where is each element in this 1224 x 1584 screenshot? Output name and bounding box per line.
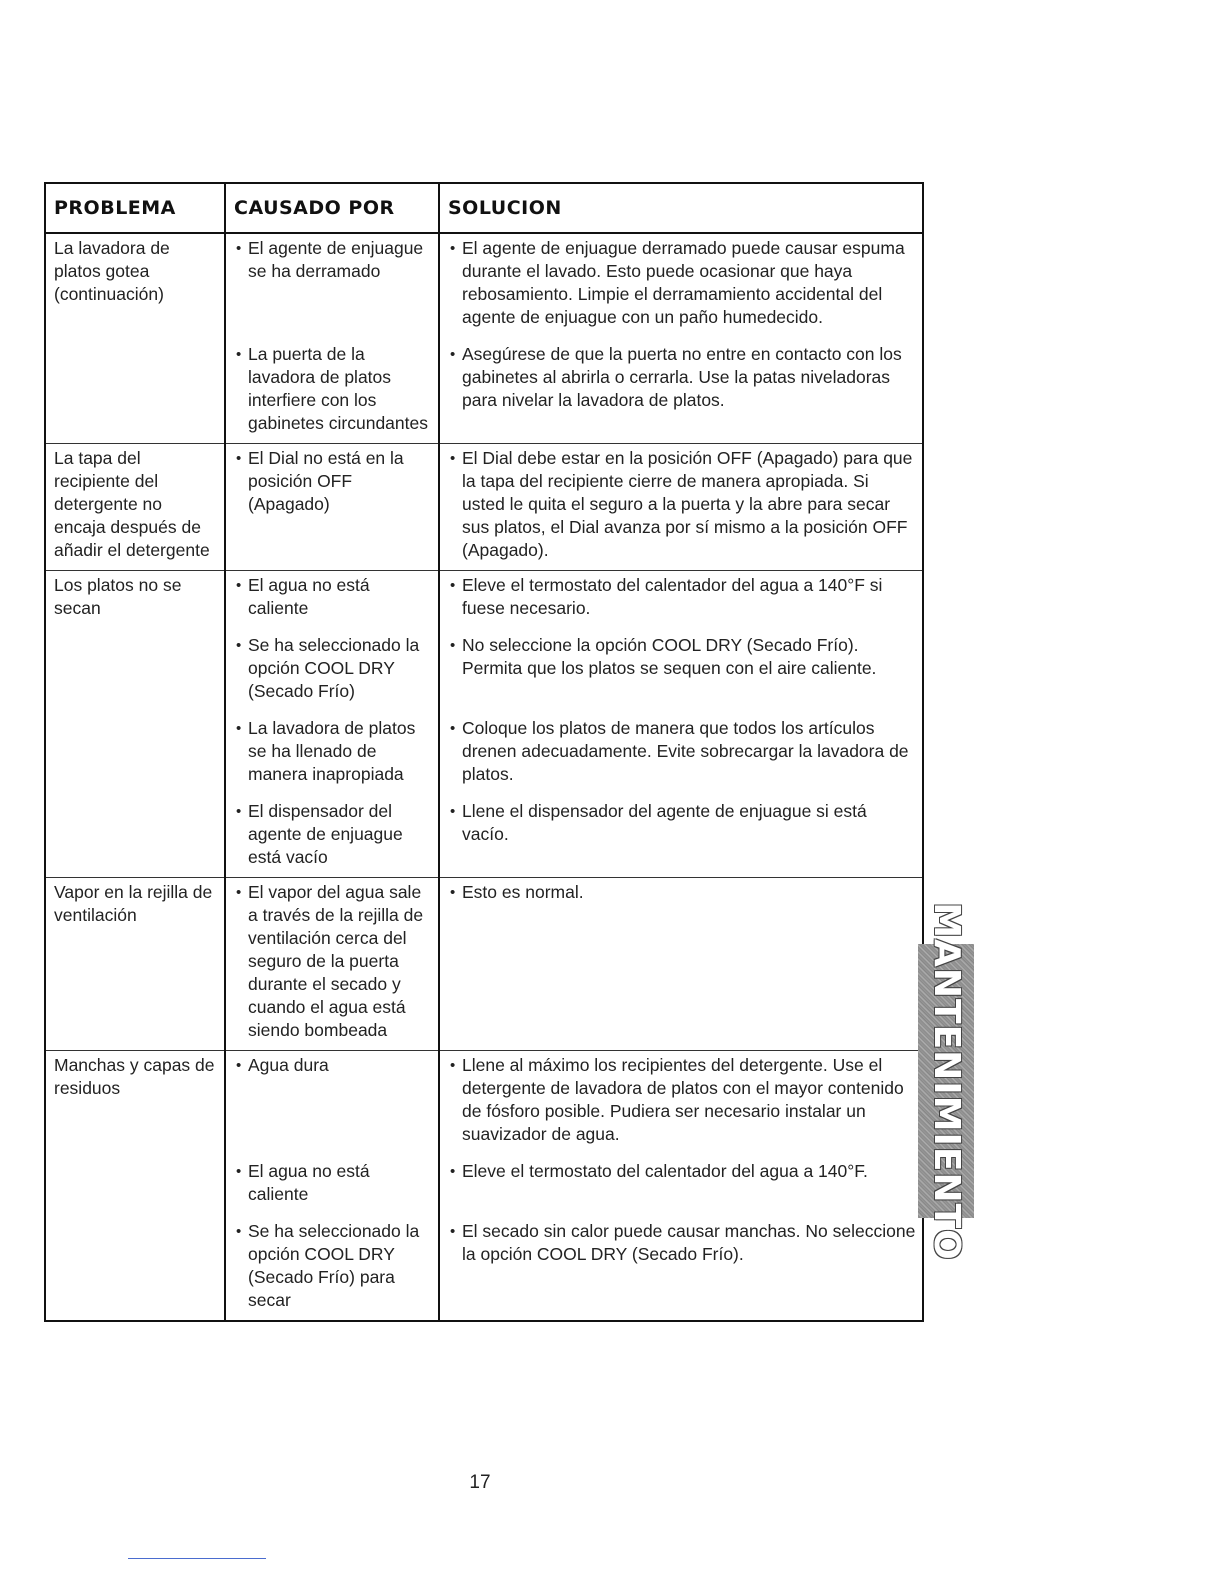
cause-cell: [225, 233, 439, 444]
solution-item: [448, 800, 916, 869]
cause-item: [234, 574, 432, 620]
table-body: [45, 233, 923, 1321]
cause-item: [234, 1054, 432, 1146]
solution-text: El secado sin calor puede causar manchas. No seleccione la opción COOL DRY (Secado Frío).: [462, 1221, 916, 1264]
bullet-icon: •: [236, 240, 242, 257]
page-number: 17: [469, 1472, 491, 1493]
solution-item: [448, 447, 916, 562]
header-causado-por: CAUSADO POR: [225, 183, 439, 233]
cause-text: El agente de enjuague se ha derramado: [248, 238, 424, 281]
solution-text: Llene al máximo los recipientes del detergente. Use el detergente de lavadora de platos con el mayor contenido de fósforo posible. Pudiera ser necesario instalar un suavizador de agua.: [462, 1055, 904, 1144]
bullet-icon: •: [450, 346, 456, 363]
solution-text: Asegúrese de que la puerta no entre en contacto con los gabinetes al abrirla o cerrarla. Use la patas niveladoras para nivelar la lavadora de platos.: [462, 344, 902, 410]
cause-text: La puerta de la lavadora de platos interfiere con los gabinetes circundantes: [248, 344, 428, 433]
table-row: [45, 878, 923, 1051]
cause-item: [234, 634, 432, 703]
solution-item: [448, 1220, 916, 1312]
solution-cell: [439, 878, 923, 1051]
solution-item: [448, 1054, 916, 1146]
solution-item: [448, 1160, 916, 1206]
cause-item: [234, 237, 432, 329]
bullet-icon: •: [450, 1057, 456, 1074]
bullet-icon: •: [236, 450, 242, 467]
bullet-icon: •: [450, 450, 456, 467]
table-row: [45, 1051, 923, 1322]
problem-cell: [45, 571, 225, 878]
problem-cell: [45, 444, 225, 571]
bullet-icon: •: [450, 577, 456, 594]
cause-text: Se ha seleccionado la opción COOL DRY (Secado Frío) para secar: [248, 1221, 420, 1310]
cause-text: Agua dura: [248, 1055, 329, 1075]
problem-text: Vapor en la rejilla de ventilación: [54, 882, 213, 925]
bullet-icon: •: [236, 1057, 242, 1074]
solution-item: [448, 343, 916, 435]
cause-item: [234, 343, 432, 435]
section-tab-label: MANTENIMIENTO: [925, 901, 967, 1261]
bullet-icon: •: [236, 884, 242, 901]
solution-text: Coloque los platos de manera que todos los artículos drenen adecuadamente. Evite sobrecargar la lavadora de platos.: [462, 718, 909, 784]
table-row: [45, 571, 923, 878]
cause-cell: [225, 878, 439, 1051]
cause-item: [234, 800, 432, 869]
bullet-icon: •: [236, 720, 242, 737]
solution-text: El Dial debe estar en la posición OFF (Apagado) para que la tapa del recipiente cierre de manera apropiada. Si usted le quita el seguro a la puerta y la abre para secar sus platos, el Dial avanza por sí mismo a la posición OFF (Apagado).: [462, 448, 913, 560]
cause-text: El vapor del agua sale a través de la rejilla de ventilación cerca del seguro de la puerta durante el secado y cuando el agua está siendo bombeada: [248, 882, 424, 1040]
solution-item: [448, 574, 916, 620]
problem-cell: [45, 1051, 225, 1322]
cause-item: [234, 1160, 432, 1206]
problem-text: La tapa del recipiente del detergente no encaja después de añadir el detergente: [54, 448, 210, 560]
solution-cell: [439, 1051, 923, 1322]
solution-text: Eleve el termostato del calentador del agua a 140°F.: [462, 1161, 868, 1181]
bullet-icon: •: [236, 1163, 242, 1180]
solution-cell: [439, 571, 923, 878]
cause-text: El Dial no está en la posición OFF (Apagado): [248, 448, 404, 514]
cause-text: El agua no está caliente: [248, 1161, 370, 1204]
cause-item: [234, 717, 432, 786]
bullet-icon: •: [450, 1163, 456, 1180]
problem-cell: [45, 878, 225, 1051]
cause-cell: [225, 571, 439, 878]
solution-item: [448, 717, 916, 786]
solution-item: [448, 634, 916, 703]
bullet-icon: •: [236, 803, 242, 820]
cause-text: El agua no está caliente: [248, 575, 370, 618]
cause-text: La lavadora de platos se ha llenado de manera inapropiada: [248, 718, 416, 784]
bullet-icon: •: [236, 637, 242, 654]
solution-text: Esto es normal.: [462, 882, 584, 902]
section-tab: [918, 901, 974, 1261]
solution-item: [448, 237, 916, 329]
bullet-icon: •: [450, 720, 456, 737]
header-solucion: SOLUCION: [439, 183, 923, 233]
bullet-icon: •: [450, 884, 456, 901]
cause-item: [234, 447, 432, 562]
bullet-icon: •: [236, 346, 242, 363]
bullet-icon: •: [450, 637, 456, 654]
cause-item: [234, 881, 432, 1042]
solution-item: [448, 881, 916, 1042]
cause-cell: [225, 444, 439, 571]
solution-text: Llene el dispensador del agente de enjuague si está vacío.: [462, 801, 867, 844]
problem-text: Manchas y capas de residuos: [54, 1055, 215, 1098]
solution-text: No seleccione la opción COOL DRY (Secado Frío). Permita que los platos se sequen con el aire caliente.: [462, 635, 877, 678]
table-header-row: [45, 183, 923, 233]
cause-cell: [225, 1051, 439, 1322]
bullet-icon: •: [450, 240, 456, 257]
bullet-icon: •: [450, 1223, 456, 1240]
footer-rule: [128, 1558, 266, 1559]
cause-text: El dispensador del agente de enjuague está vacío: [248, 801, 403, 867]
problem-cell: [45, 233, 225, 444]
cause-text: Se ha seleccionado la opción COOL DRY (Secado Frío): [248, 635, 420, 701]
solution-cell: [439, 233, 923, 444]
problem-text: La lavadora de platos gotea (continuación): [54, 238, 170, 304]
troubleshooting-table: [44, 182, 924, 1322]
problem-text: Los platos no se secan: [54, 575, 182, 618]
table-row: [45, 444, 923, 571]
solution-cell: [439, 444, 923, 571]
bullet-icon: •: [236, 577, 242, 594]
bullet-icon: •: [450, 803, 456, 820]
table-row: [45, 233, 923, 444]
solution-text: Eleve el termostato del calentador del agua a 140°F si fuese necesario.: [462, 575, 883, 618]
bullet-icon: •: [236, 1223, 242, 1240]
solution-text: El agente de enjuague derramado puede causar espuma durante el lavado. Esto puede ocasionar que haya rebosamiento. Limpie el derramamiento accidental del agente de enjuague con un paño humedecido.: [462, 238, 905, 327]
cause-item: [234, 1220, 432, 1312]
header-problema: PROBLEMA: [45, 183, 225, 233]
